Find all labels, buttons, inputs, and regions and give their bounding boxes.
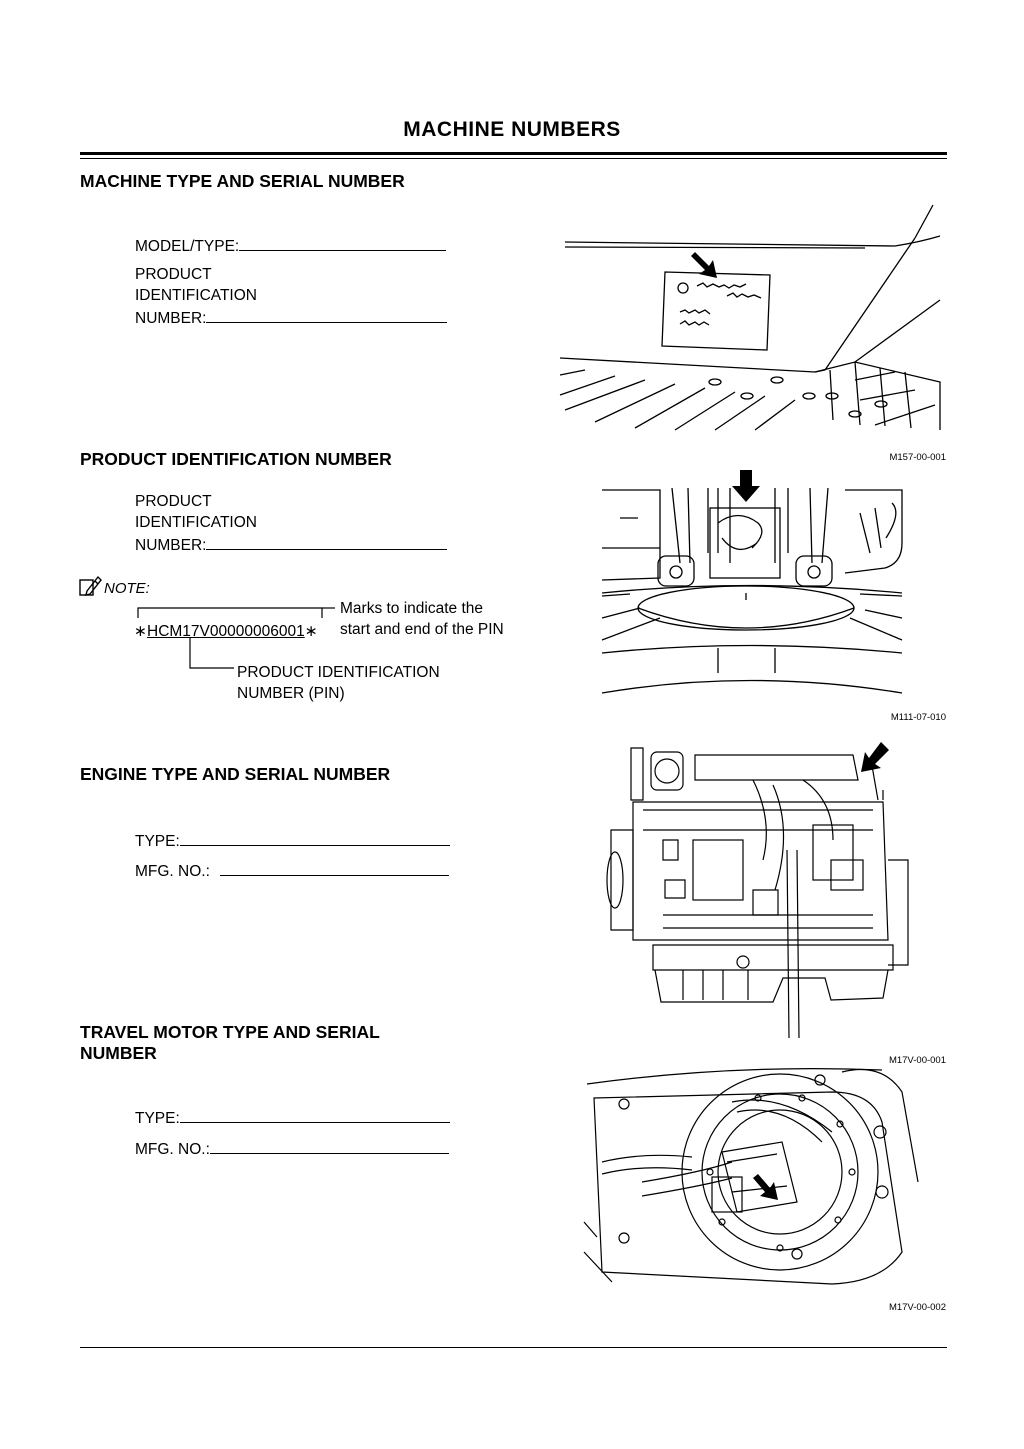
machine-pin-line2: IDENTIFICATION xyxy=(135,287,257,304)
machine-nameplate-figure xyxy=(555,200,950,432)
machine-pin-field[interactable] xyxy=(135,306,447,329)
travel-motor-mfg-field[interactable] xyxy=(135,1137,449,1160)
model-type-field[interactable] xyxy=(135,234,446,257)
pin-end-marker: ∗ xyxy=(304,623,318,640)
figure-code-engine: M17V-00-001 xyxy=(888,1055,946,1066)
pin-blank xyxy=(206,533,447,550)
example-pin-value: HCM17V00000006001 xyxy=(147,623,305,640)
travel-motor-figure xyxy=(582,1062,918,1294)
footer-rule xyxy=(80,1347,947,1348)
section-heading-travel-motor-line1: TRAVEL MOTOR TYPE AND SERIAL xyxy=(80,1022,380,1042)
title-rule-thin xyxy=(80,158,947,159)
pin-location-figure xyxy=(600,468,905,700)
pin-line2: IDENTIFICATION xyxy=(135,514,257,531)
title-rule xyxy=(80,152,947,155)
pin-start-marker: ∗ xyxy=(134,623,147,640)
machine-pin-line1: PRODUCT xyxy=(135,266,212,283)
pin-desc-line2: NUMBER (PIN) xyxy=(237,685,345,702)
pointer-arrow-icon xyxy=(691,252,717,278)
machine-pin-label: NUMBER: xyxy=(135,310,207,327)
engine-type-label: TYPE: xyxy=(135,833,180,850)
pin-field[interactable] xyxy=(135,533,447,556)
pointer-arrow-icon xyxy=(732,470,760,502)
engine-figure xyxy=(603,740,913,1045)
section-heading-engine: ENGINE TYPE AND SERIAL NUMBER xyxy=(80,764,391,784)
model-type-label: MODEL/TYPE: xyxy=(135,238,240,255)
model-type-blank xyxy=(239,234,446,251)
engine-type-field[interactable] xyxy=(135,829,450,852)
engine-mfg-blank xyxy=(220,859,449,876)
engine-mfg-label: MFG. NO.: xyxy=(135,863,210,880)
marks-text-line1: Marks to indicate the xyxy=(340,600,484,617)
marks-text-line2: start and end of the PIN xyxy=(340,621,504,638)
travel-motor-type-field[interactable] xyxy=(135,1106,450,1129)
pointer-arrow-icon xyxy=(753,1174,778,1200)
figure-code-machine: M157-00-001 xyxy=(889,452,946,463)
figure-code-pin: M111-07-010 xyxy=(890,712,946,723)
pin-line1: PRODUCT xyxy=(135,493,212,510)
engine-mfg-field[interactable] xyxy=(135,859,449,882)
figure-code-travel-motor: M17V-00-002 xyxy=(888,1302,946,1313)
pointer-arrow-icon xyxy=(861,742,889,772)
pin-label: NUMBER: xyxy=(135,537,207,554)
section-heading-travel-motor-line2: NUMBER xyxy=(80,1043,157,1063)
page-title: MACHINE NUMBERS xyxy=(403,118,621,141)
travel-motor-type-blank xyxy=(180,1106,450,1123)
travel-motor-mfg-blank xyxy=(210,1137,449,1154)
travel-motor-mfg-label: MFG. NO.: xyxy=(135,1141,210,1158)
section-heading-machine: MACHINE TYPE AND SERIAL NUMBER xyxy=(80,171,405,191)
machine-pin-blank xyxy=(206,306,447,323)
pencil-note-icon xyxy=(78,574,102,598)
section-heading-pin: PRODUCT IDENTIFICATION NUMBER xyxy=(80,449,392,469)
engine-type-blank xyxy=(180,829,450,846)
note-label: NOTE: xyxy=(104,580,150,597)
example-pin xyxy=(134,621,318,642)
travel-motor-type-label: TYPE: xyxy=(135,1110,180,1127)
pin-desc-line1: PRODUCT IDENTIFICATION xyxy=(237,664,440,681)
